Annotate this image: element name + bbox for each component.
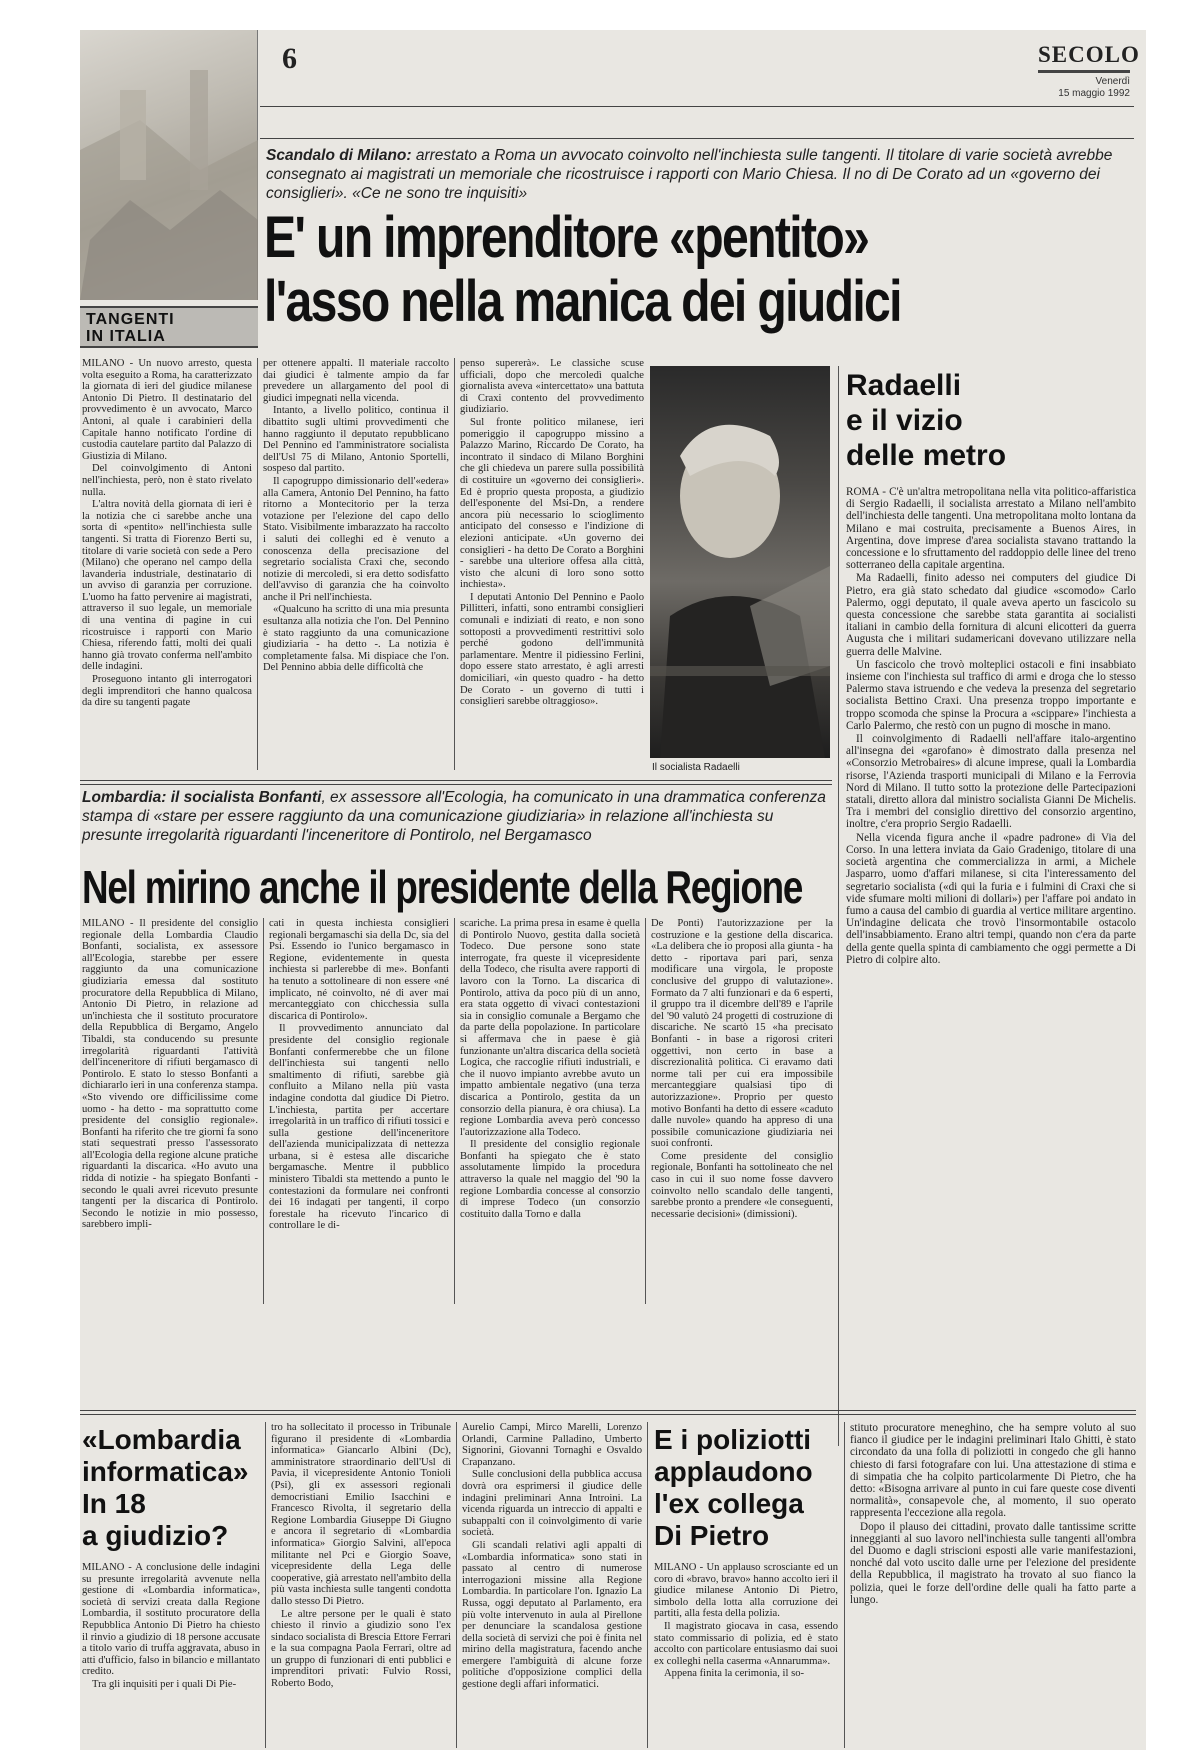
date-weekday: Venerdì (1095, 76, 1130, 87)
story3-col1-p2: Tra gli inquisiti per i quali Di Pie- (92, 1678, 237, 1690)
story1-col1-p1: MILANO - Un nuovo arresto, questa volta eseguito a Roma, ha caratterizzato la giornata di ieri del giudice milanese Antonio Di Pietro. Il destinatario del provvedimento è un avvocato, Marco Antoni, al quale i carabinieri della Capitale hanno notificato l'ordine di custodia cautelare partito dal Palazzo di Giustizia di Milano. (82, 358, 252, 462)
story2-col4-p1: De Ponti) l'autorizzazione per la costruzione e la gestione della discarica. «La delibera che io proposi alla giunta - ha detto - riportava pari pari, senza modificare una virgola, le proposte conclusive del gruppo di valutazione». Formato da 7 alti funzionari e da 6 esperti, il gruppo tra il dicembre dell'89 e l'aprile del '90 valutò 24 progetti di costruzione di discariche. Ne scartò 15 «ha precisato Bonfanti - in base a rigorosi criteri oggettivi, non certo in base a discrezionalità politica. Ci eravamo dati norme tali per cui era impossibile mercanteggiare qualsiasi tipo di autorizzazione». Proprio per questo motivo Bonfanti ha detto di essere «caduto dalle nuvole» quando ha appreso di una possibile comunicazione giudiziaria nei suoi confronti. (651, 918, 833, 1150)
section-label (80, 306, 258, 348)
sidebar1-headline-line2: e il vizio (846, 404, 963, 437)
story4-col2-p1: stituto procuratore meneghino, che ha sempre voluto al suo fianco il giudice per le indagini preliminari Italo Ghitti, è stato circondato da una folla di poliziotti in congedo che gli hanno chiesto di farsi fotografare con lui. Una attestazione di stima e di simpatia che ha colpito particolarmente Di Pietro, che ha detto: «Bisogna arrivare al punto in cui fare queste cose diventi normalità», consapevole che, al momento, il suo operato rappresenta l'eccezione alla regola. (850, 1422, 1136, 1520)
sidebar1-p5: Nella vicenda figura anche il «padre padrone» di Via del Corso. In una lettera inviata da Gaio Gradenigo, titolare di una società argentina che commercializza in armi, a Michele Jasparro, uomo d'affari milanese, si cita l'interessamento del segretario socialista («di qui la furia e i fulmini di Craxi che si vide sfumare molti milioni di dollari») per l'affare poi andato in fumo a causa del cambio di guardia al vertice militare argentino. Un'indagine delicata che trovò l'insormontabile ostacolo dell'insabbiamento. Erano altri tempi, quando non c'era da parte della gente quella spinta di cambiamento che oggi permette a Di Pietro di colpire alto. (846, 831, 1136, 966)
story3-column-3 (462, 1422, 642, 1748)
story4-col1-p1: MILANO - Un applauso scrosciante ed un coro di «bravo, bravo» hanno accolto ieri il giudice milanese Antonio Di Pietro, simbolo della lotta alla corruzione dei partiti, alla festa della polizia. (654, 1562, 838, 1620)
sidebar1-headline-line1: Radaelli (846, 369, 962, 402)
story2-col3-p2: Il presidente del consiglio regionale Bonfanti ha spiegato che è stato assolutamente limpido la procedura attraverso la quale nel maggio del '90 la regione Lombardia concesse al consorzio di imprese Todeco (un consorzio costituito dalla Torno e dalla (460, 1139, 640, 1220)
story3-col3-p1: Aurelio Campi, Mirco Marelli, Lorenzo Orlandi, Carmine Palladino, Umberto Signorini, Giovanni Tornaghi e Osvaldo Crapanzano. (462, 1422, 642, 1468)
sidebar1-p2: Ma Radaelli, finito adesso nei computers del giudice Di Pietro, era già stato schedato dal giudice «scomodo» Carlo Palermo, oggi deputato, il quale aveva aperto un fascicolo su questa concessione che sarebbe stata garantita ai socialisti italiani in cambio della fornitura di alcuni elicotteri da guerra Augusta che i militari sudamericani dovevano utilizzare nella guerra delle Malvine. (846, 572, 1136, 658)
sidebar1-headline (846, 368, 1136, 473)
story4-headline (654, 1424, 854, 1552)
story2-column-4 (651, 918, 833, 1304)
story3-column-1 (82, 1562, 260, 1748)
story1-col3-p1: penso supererà». Le classiche scuse ufficiali, dopo che mercoledì qualche giornalista aveva «intercettato» una battuta di Craxi contento del provvedimento giudiziario. (460, 358, 644, 416)
page-number: 6 (282, 42, 297, 75)
story3-column-2 (271, 1422, 451, 1748)
story3-headline (82, 1424, 268, 1552)
story2-column-1 (82, 918, 258, 1304)
story2-kicker-text: , ex assessore all'Ecologia, ha comunicato in una drammatica conferenza stampa di «stare per essere raggiunto da una comunicazione giudiziaria» in relazione all'inchiesta su presunte irregolarità riguardanti l'inceneritore di Pontirolo, nel Bergamasco (82, 789, 826, 844)
story1-column-3 (460, 358, 644, 772)
story2-col2-p2: Il provvedimento annunciato dal presidente del consiglio regionale Bonfanti confermerebbe che un filone dell'inchiesta sui tangenti nello smaltimento di rifiuti, sarebbe già confluito a Milano nella più vasta indagine condotta dal giudice Di Pietro. L'inchiesta, partita per accertare irregolarità in un traffico di rifiuti tossici e sulla gestione dell'inceneritore dell'azienda municipalizzata di nettezza urbana, si è estesa alle discariche bergamasche. Mentre il pubblico ministero Tibaldi sta mettendo a punto le contestazioni da formulare nei confronti dei 16 indagati per tangenti, il corpo forestale ha ricevuto l'incarico di controllare le di- (269, 1023, 449, 1232)
story1-col3-p3: I deputati Antonio Del Pennino e Paolo Pillitteri, infatti, sono entrambi consiglieri comunali e indiziati di reato, e non sono sottoposti a provvedimenti restrittivi solo perché godono dell'immunità parlamentare. Mentre il pidiessino Ferlini, dopo essere stato arrestato, è agli arresti domiciliari, «in questo quadro - ha detto De Corato - un governo di tutti i consiglieri sarebbe oltraggioso». (460, 591, 644, 708)
sidebar1-headline-line3: delle metro (846, 439, 1007, 472)
story3-headline-line3: In 18 (82, 1488, 146, 1519)
story1-col2-p1: per ottenere appalti. Il materiale raccolto dai giudici è talmente ampio da far prevedere un allargamento del pool di giudici impegnati nella vicenda. (263, 358, 449, 404)
story2-divider (80, 780, 832, 785)
story3-col2-p1: tro ha sollecitato il processo in Tribunale figurano il presidente di «Lombardia informatica» Giancarlo Albini (Dc), amministratore straordinario dell'Usl di Pavia, il vicepresidente Antonio Tonioli (Psi), gli ex assessori regionali democristiani Emilio Isacchini e Francesco Rivolta, il segretario della Regione Lombardia Giuseppe Di Giugno e ancora il segretario di «Lombardia informatica» Giorgio Salvini, all'epoca militante nel Pci e Giorgio Soave, vicepresidente della Lega delle cooperative, già arrestato nell'ambito della più vasta inchiesta sulle tangenti condotta dallo stesso Di Pietro. (271, 1422, 451, 1607)
bottom-divider (80, 1410, 1136, 1415)
date-full: 15 maggio 1992 (1058, 88, 1130, 99)
story2-headline: Nel mirino anche il presidente della Regione (82, 861, 803, 913)
story1-headline-line1: E' un imprenditore «pentito» (264, 205, 869, 270)
header-rule (260, 106, 1134, 107)
story1-col1-p3: L'altra novità della giornata di ieri è la notizia che ci sarebbe anche una sorta di «pentito» nell'inchiesta sulle tangenti. Si tratta di Fiorenzo Berti su, titolare di varie società con sede a Pero (Milano) che operano nel campo della lavanderia industriale, destinatario di un avviso di garanzia per corruzione. L'uomo ha fatto pervenire ai magistrati, attraverso il suo legale, un memoriale di una ventina di pagine in cui ricostruisce i rapporti con Mario Chiesa, riferendo fatti, molti dei quali hanno già trovato conferma nell'ambito delle indagini. (82, 499, 252, 673)
story2-kicker (82, 788, 834, 845)
story1-top-rule (260, 138, 1134, 139)
section-label-line1: TANGENTI (86, 311, 175, 328)
story2-col4-p2: Come presidente del consiglio regionale, Bonfanti ha sottolineato che nel caso in cui il suo nome fosse davvero coinvolto nello scandalo delle tangenti, sarebbe pronto a prendere «le conseguenti, necessarie decisioni» (dimissioni). (651, 1150, 833, 1220)
story2-col3-p1: scariche. La prima presa in esame è quella di Pontirolo Nuovo, gestita dalla società Todeco. Due persone sono state interrogate, fra queste il vicepresidente della Todeco, che risulta avere rapporti di lavoro con la Torno. La discarica di Pontirolo, attiva da poco più di un anno, era stata oggetto di vivaci contestazioni sia in consiglio comunale a Bergamo che da parte della popolazione. In particolare si affermava che in paese è già funzionante un'altra discarica della società Logica, che raccoglie rifiuti industriali, e che il nuovo impianto avrebbe avuto un impatto ambientale negativo (una terza discarica a Pontirolo, gestita da un consorzio della pianura, è ora chiusa). La regione Lombardia aveva però concesso l'autorizzazione alla Todeco. (460, 918, 640, 1138)
story4-col1-p3: Appena finita la cerimonia, il so- (664, 1668, 805, 1680)
story1-kicker (266, 146, 1126, 203)
story2-column-3 (460, 918, 640, 1304)
story1-headline-line2: l'asso nella manica dei giudici (264, 269, 901, 334)
story4-headline-line4: Di Pietro (654, 1520, 770, 1551)
story1-col2-p3: Il capogruppo dimissionario dell'«edera» alla Camera, Antonio Del Pennino, ha fatto ritorno a Montecitorio per la terza votazione per l'elezione del capo dello Stato. Visibilmente imbarazzato ha raccolto i saluti dei colleghi ed è venuto a conoscenza della precisazione del segretario socialista Craxi che, secondo notizie di mercoledì, si era detto sodisfatto dell'avviso di garanzia che ha coinvolto anche il Pri nell'inchiesta. (263, 475, 449, 603)
sidebar1-p3: Un fascicolo che trovò molteplici ostacoli e fini insabbiato insieme con l'inchiesta sul traffico di armi e droga che lo stesso Palermo stava istruendo e che vedeva la presenza del segretario socialista Bettino Craxi. Una presenza troppo importante e troppo scomoda che spinse la Procura a «scippare» l'inchiesta a Carlo Palermo, che restò con un pugno di mosche in mano. (846, 658, 1136, 732)
story4-col2-p2: Dopo il plauso dei cittadini, provato dalle tantissime scritte inneggianti al suo lavoro nell'inchiesta sulle tangenti all'ombra del Duomo e dagli striscioni esposti alle varie manifestazioni, nonché dal voto uscito dalle urne per l'elezione del presidente della Repubblica, il magistrato ha trovato al suo fianco la polizia, quei le forze dell'ordine delle quali ha fatto parte a lungo. (850, 1520, 1136, 1606)
story3-headline-line2: informatica» (82, 1456, 249, 1487)
story3-headline-line1: «Lombardia (82, 1424, 241, 1455)
story1-column-1 (82, 358, 252, 772)
sidebar1-p1: ROMA - C'è un'altra metropolitana nella vita politico-affaristica di Sergio Radaelli, il socialista arrestato a Milano nell'ambito dell'inchiesta delle tangenti. Una metropolitana molto lontana da Milano e mai costruita, precisamente a Buenos Aires, in Argentina, dove imprese d'area socialista stavano trattando la concessione e lo sfruttamento del raddoppio delle linee del treno sotterraneo della capitale argentina. (846, 486, 1136, 572)
section-label-line2: IN ITALIA (86, 328, 166, 345)
story4-col1-p2: Il magistrato giocava in casa, essendo stato commissario di polizia, ed è stato accolto con particolare entusiasmo dai suoi ex colleghi nella caserma «Annarumma». (654, 1620, 838, 1667)
story4-column-2 (850, 1422, 1136, 1748)
masthead: SECOLO (1038, 42, 1140, 67)
story3-col3-p2: Sulle conclusioni della pubblica accusa dovrà ora esprimersi il giudice delle indagini preliminari Anna Introini. La vicenda riguarda un intreccio di appalti e subappalti con il coinvolgimento di varie società. (462, 1469, 642, 1539)
story3-col2-p2: Le altre persone per le quali è stato chiesto il rinvio a giudizio sono l'ex sindaco socialista di Brescia Ettore Ferrari e la sua compagna Paola Ferrari, oltre ad un gruppo di funzionari di enti pubblici e imprenditori privati: Fulvio Rossi, Roberto Bodo, (271, 1608, 451, 1690)
story1-column-2 (263, 358, 449, 772)
story1-kicker-text: arrestato a Roma un avvocato coinvolto nell'inchiesta sulle tangenti. Il titolare di varie società avrebbe consegnato ai magistrati un memoriale che ricostruisce i rapporti con Mario Chiesa. Il no di De Corato ad un «governo dei consiglieri». «Ce ne sono tre inquisiti» (266, 147, 1113, 202)
sidebar1-p4: Il coinvolgimento di Radaelli nell'affare italo-argentino all'insegna dei «garofano» è dimostrato dalla presenza nel «Consorzio Metrobaires» di alcune imprese, quali la Lombardia risorse, l'Azienda trasporti municipali di Milano e la Ferrovia Nord di Milano. Il tutto sotto la protezione delle Partecipazioni statali, diretto allora dal ministro socialista Gianni De Michelis. Tra i membri del consiglio direttivo del consorzio argentino, inoltre, c'era proprio Sergio Radaelli. (846, 733, 1136, 831)
story2-kicker-bold: Lombardia: il socialista Bonfanti (82, 789, 322, 806)
story2-column-2 (269, 918, 449, 1304)
story4-headline-line3: l'ex collega (654, 1488, 804, 1519)
story3-col3-p3: Gli scandali relativi agli appalti di «Lombardia informatica» sono stati in passato al centro di numerose interrogazioni missine alla Regione Lombardia. In particolare l'on. Ignazio La Russa, oggi deputato al Parlamento, era più volte intervenuto in aula al Pirellone per denunciare la scandalosa gestione della società di servizi che poi è finita nel mirino della magistratura, facendo anche emergere l'ambiguità di alcune forze politiche d'opposizione complici della gestione degli affari informatici. (462, 1539, 642, 1691)
story1-kicker-bold: Scandalo di Milano: (266, 147, 412, 164)
story4-headline-line2: applaudono (654, 1456, 813, 1487)
masthead-rule (1038, 70, 1130, 73)
story1-col3-p2: Sul fronte politico milanese, ieri pomeriggio il capogruppo missino a Palazzo Marino, Riccardo De Corato, ha incontrato il sindaco di Milano Borghini che gli chiedeva un parere sulla possibilità di costituire un «governo dei consiglieri». Ed è proprio questa proposta, a giudizio dell'esponente del Msi-Dn, a rendere ancora più necessario lo scioglimento anticipato del consesso e l'indizione di elezioni anticipate. «Un governo dei consiglieri - ha detto De Corato a Borghini - sarebbe una ulteriore offesa alla città, visto che alcuni di loro sono sotto inchiesta». (460, 416, 644, 591)
photo-caption: Il socialista Radaelli (652, 762, 740, 773)
sidebar1-body (846, 486, 1136, 1446)
newspaper-page (80, 30, 1146, 1750)
radaelli-photo (650, 366, 830, 758)
story2-col2-p1: cati in questa inchiesta consiglieri regionali bergamaschi sia della Dc, sia del Psi. Essendo io l'unico bergamasco in Regione, evidentemente in questa inchiesta si parlerebbe di me». Bonfanti ha tenuto a sottolineare di non essere «né implicato, né coinvolto, né di aver mai mercanteggiato con chicchessia sulla discarica di Pontirolo». (269, 918, 449, 1022)
story1-col2-p2: Intanto, a livello politico, continua il dibattito sugli ultimi provvedimenti che hanno raggiunto il deputato repubblicano Del Pennino ed l'amministratore socialista dell'Usl 75 di Milano, Antonio Sportelli, sospeso dal partito. (263, 405, 449, 475)
story2-col1-p1: MILANO - Il presidente del consiglio regionale della Lombardia Claudio Bonfanti, socialista, ex assessore all'Ecologia, starebbe per essere raggiunto da una comunicazione giudiziaria emessa dal sostituto procuratore della Repubblica di Milano, Antonio Di Pietro, in relazione ad un'inchiesta che il sostituto procuratore della Repubblica di Bergamo, Angelo Tibaldi, sta conducendo su presunte irregolarità riguardanti l'attività dell'inceneritore di rifiuti bergamasco di Pontirolo. E stato lo stesso Bonfanti a dichiararlo ieri in una conferenza stampa. «Sto vivendo ore difficilissime come uomo - ha detto - ma soprattutto come presidente del consiglio regionale». Bonfanti ha riferito che tre giorni fa sono stati sequestrati presso l'assessorato all'Ecologia della regione alcune pratiche riguardanti la discarica. «Ho avuto una ridda di notizie - ha spiegato Bonfanti - secondo le quali avrei ricevuto presunte tangenti per la discarica di Pontirolo. Secondo le notizie in mio possesso, sarebbero impli- (82, 918, 258, 1231)
story3-col1-p1: MILANO - A conclusione delle indagini su presunte irregolarità avvenute nella gestione di «Lombardia informatica», società di servizi creata dalla Regione Lombardia, il sostituto procuratore della Repubblica Antonio Di Pietro ha chiesto il rinvio a giudizio di 18 persone accusate a titolo vario di truffa aggravata, abuso in atti d'ufficio, falso in bilancio e millantato credito. (82, 1562, 260, 1678)
story1-col1-p2: Del coinvolgimento di Antoni nell'inchiesta, però, non è stato rivelato nulla. (82, 463, 252, 498)
story1-col1-p4: Proseguono intanto gli interrogatori degli imprenditori che hanno qualcosa da dire su tangenti pagate (82, 674, 252, 709)
story4-headline-line1: E i poliziotti (654, 1424, 812, 1455)
story3-headline-line4: a giudizio? (82, 1520, 229, 1551)
story1-col2-p4: «Qualcuno ha scritto di una mia presunta esultanza alla notizia che l'on. Del Pennino è stato raggiunto da una comunicazione giudiziaria - ha detto -. La notizia è completamente falsa. Mi dispiace che l'on. Del Pennino abbia delle difficoltà che (263, 604, 449, 674)
story4-column-1 (654, 1562, 838, 1748)
section-photo (80, 30, 258, 300)
